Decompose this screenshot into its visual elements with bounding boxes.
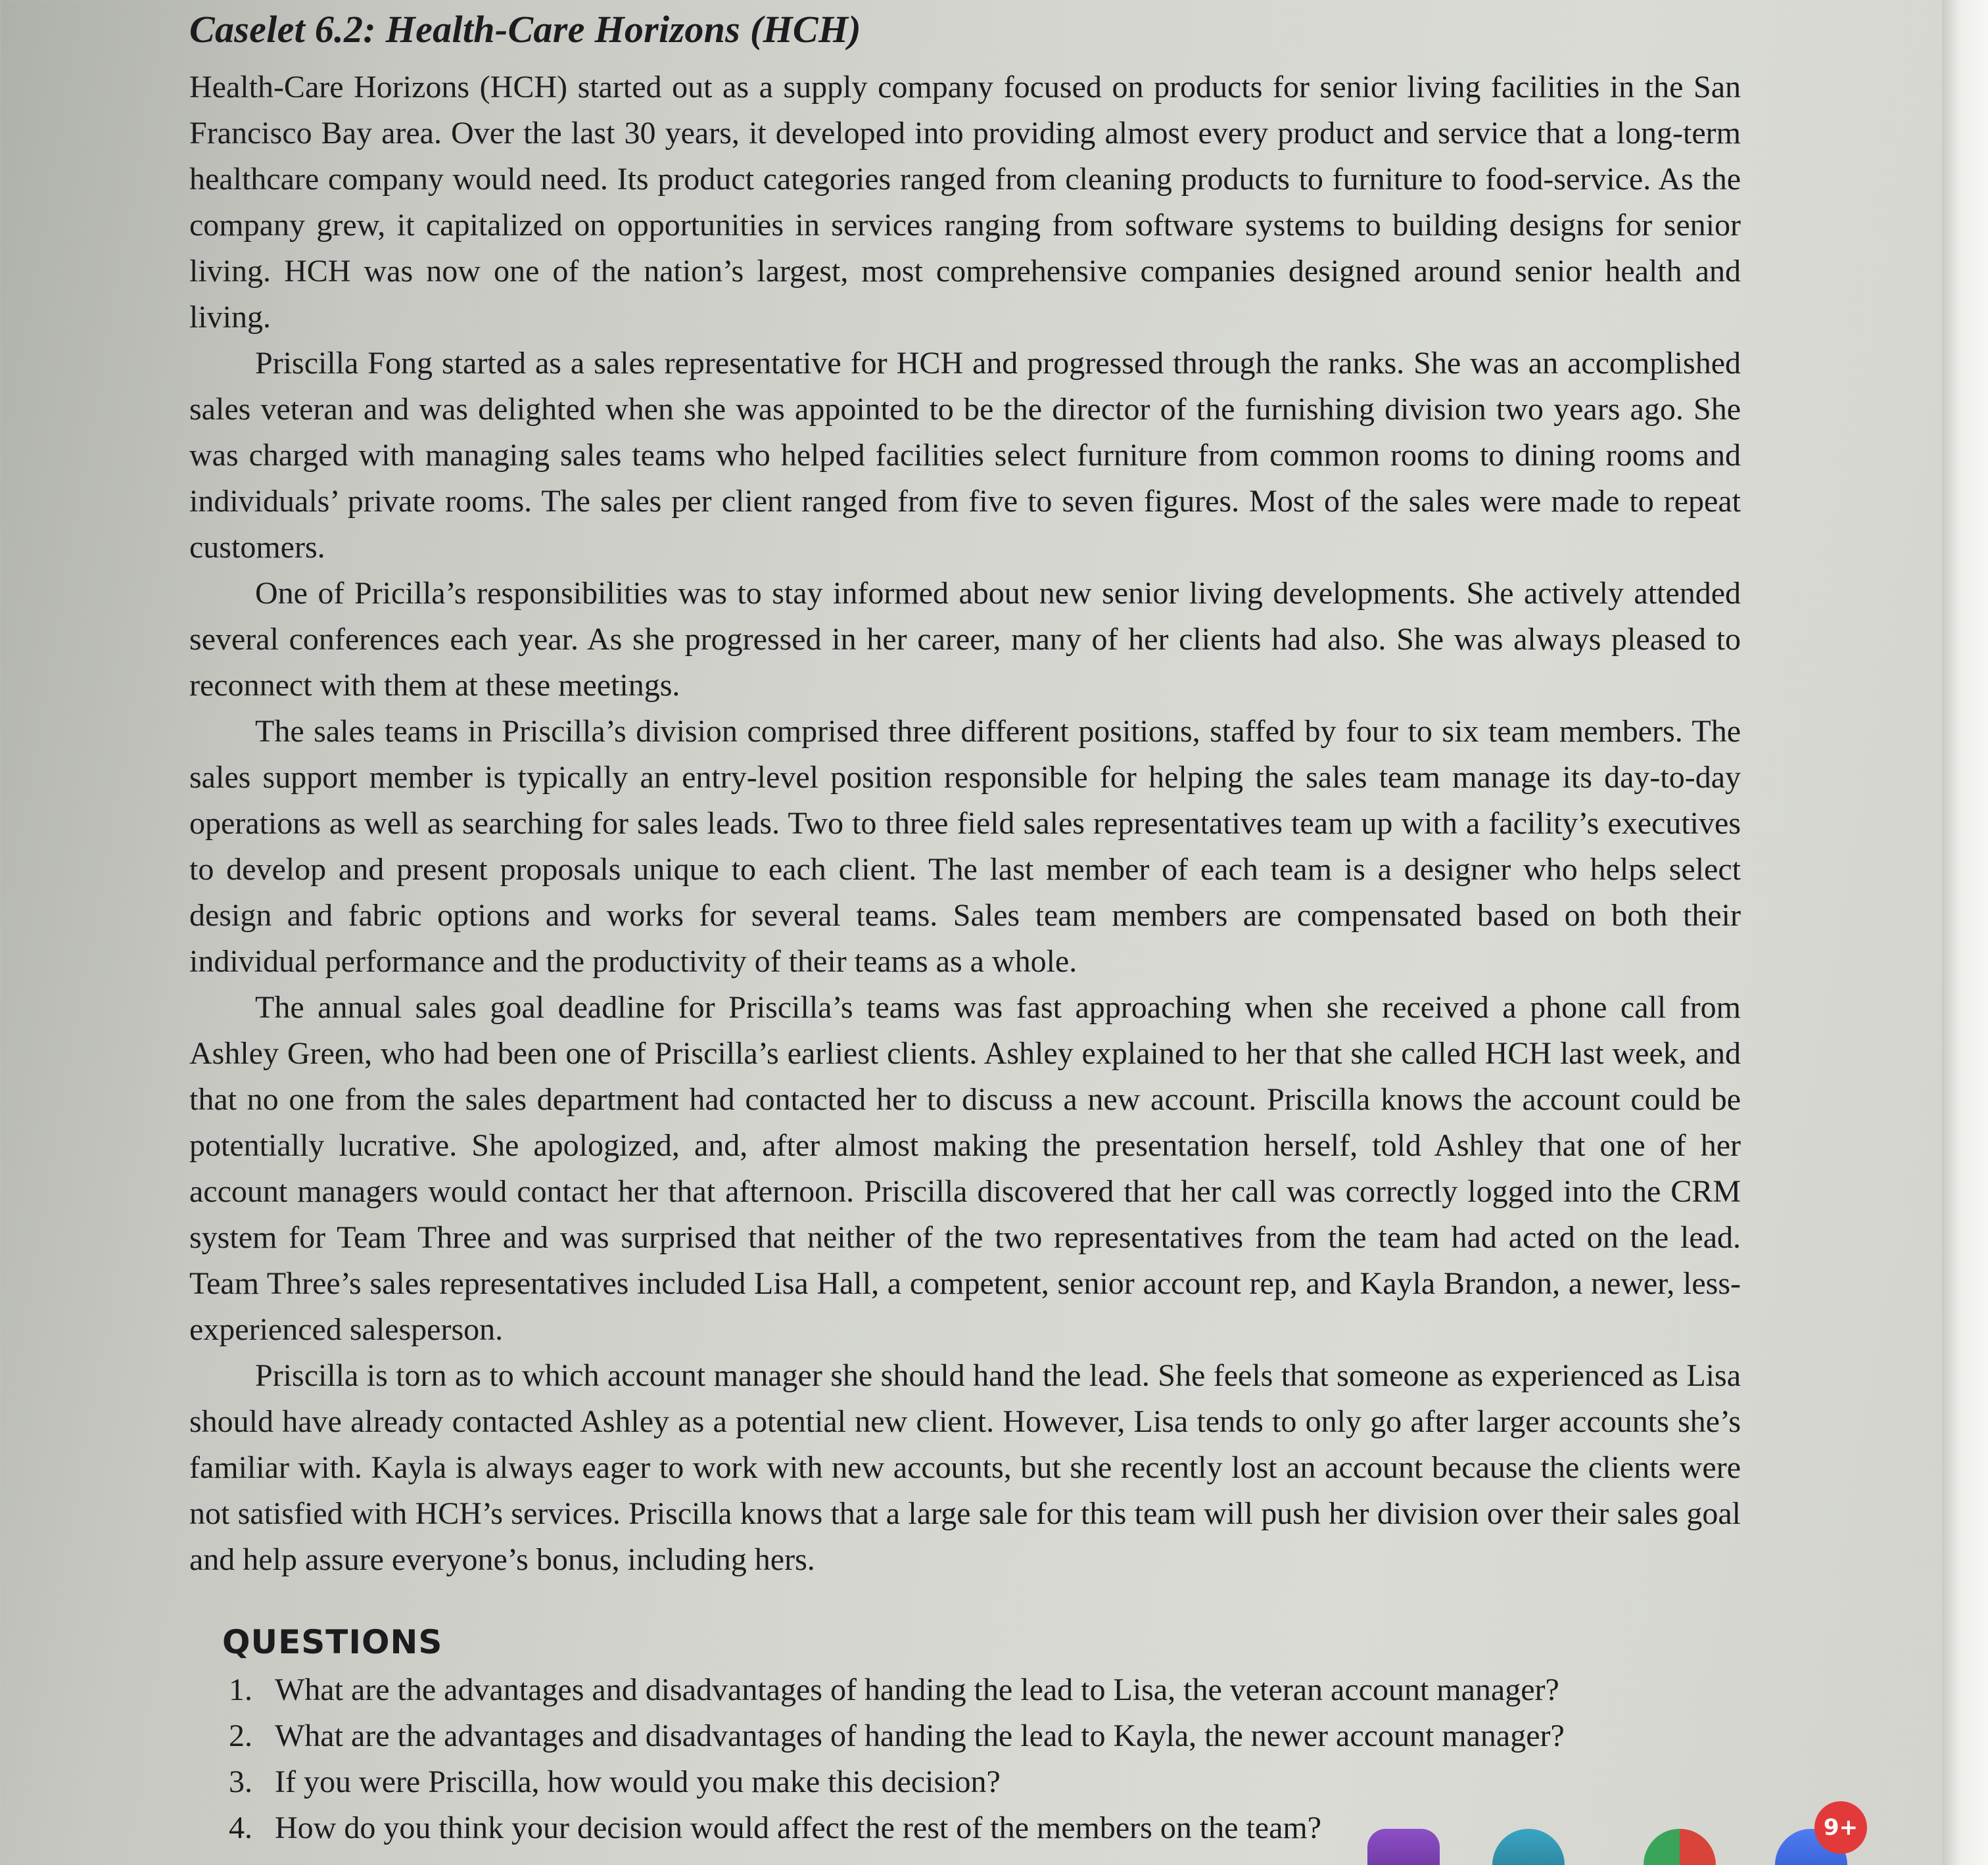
browser-icon[interactable] [1492,1829,1565,1865]
paragraph: One of Pricilla’s responsibilities was to stay informed about new senior living developments. She actively attended several conferences each year. As she progressed in her career, many of her clients had also. She was always pleased to reconnect with them at these meetings. [189,576,1741,703]
taskbar [1367,1814,1880,1865]
question-text: How do you think your decision would affect the rest of the members on the team? [275,1810,1322,1845]
question-item [229,1667,1741,1713]
questions-heading: QUESTIONS [222,1623,443,1661]
question-item [229,1759,1741,1805]
paragraph: The sales teams in Priscilla’s division comprised three different positions, staffed by four to six team members. The sales support member is typically an entry-level position responsible for helping the sales team manage its day-to-day operations as well as searching for sales leads. Two to three field sales representatives team up with a facility’s executives to develop and present proposals unique to each client. The last member of each team is a designer who helps select design and fabric options and works for several teams. Sales team members are compensated based on both their individual performance and the productivity of their teams as a whole. [189,714,1741,979]
question-text: If you were Priscilla, how would you make this decision? [275,1764,1001,1799]
paragraph: Priscilla is torn as to which account manager she should hand the lead. She feels that someone as experienced as Lisa should have already contacted Ashley as a potential new client. However, Lisa tends to only go after larger accounts she’s familiar with. Kayla is always eager to work with new accounts, but she recently lost an account because the clients were not satisfied with HCH’s services. Priscilla knows that a large sale for this team will push her division over their sales goal and help assure everyone’s bonus, including hers. [189,1358,1741,1577]
questions-list [189,1667,1741,1851]
chrome-icon[interactable] [1644,1829,1716,1865]
screen-bezel [1942,0,1988,1865]
app-icon[interactable] [1367,1829,1440,1865]
question-text: What are the advantages and disadvantages of handing the lead to Kayla, the newer account manager? [275,1718,1565,1753]
paragraph: Health-Care Horizons (HCH) started out as a supply company focused on products for senior living facilities in the San Francisco Bay area. Over the last 30 years, it developed into providing almost every product and service that a long-term healthcare company would need. Its product categories ranged from cleaning products to furniture to food-service. As the company grew, it capitalized on opportunities in services ranging from software systems to building designs for senior living. HCH was now one of the nation’s largest, most comprehensive companies designed around senior health and living. [189,70,1741,335]
question-number: 2. [229,1718,252,1753]
paragraph: Priscilla Fong started as a sales representative for HCH and progressed through the ranks. She was an accomplished sales veteran and was delighted when she was appointed to be the director of the furnishing division two years ago. She was charged with managing sales teams who helped facilities select furniture from common rooms to dining rooms and individuals’ private rooms. The sales per client ranged from five to seven figures. Most of the sales were made to repeat customers. [189,346,1741,565]
textbook-page [189,0,1741,1865]
question-number: 3. [229,1764,252,1799]
paragraph: The annual sales goal deadline for Priscilla’s teams was fast approaching when she received a phone call from Ashley Green, who had been one of Priscilla’s earliest clients. Ashley explained to her that she called HCH last week, and that no one from the sales department had contacted her to discuss a new account. Priscilla knows the account could be potentially lucrative. She apologized, and, after almost making the presentation herself, told Ashley that one of her account managers would contact her that afternoon. Priscilla discovered that her call was correctly logged into the CRM system for Team Three and was surprised that neither of the two representatives from the team had acted on the lead. Team Three’s sales representatives included Lisa Hall, a competent, senior account rep, and Kayla Brandon, a newer, less-experienced salesperson. [189,990,1741,1347]
question-text: What are the advantages and disadvantages of handing the lead to Lisa, the veteran account manager? [275,1672,1559,1707]
notification-badge: 9+ [1814,1801,1867,1854]
page-title: Caselet 6.2: Health-Care Horizons (HCH) [189,8,861,51]
question-item [229,1713,1741,1759]
caselet-body [189,64,1741,1583]
question-number: 4. [229,1810,252,1845]
question-number: 1. [229,1672,252,1707]
